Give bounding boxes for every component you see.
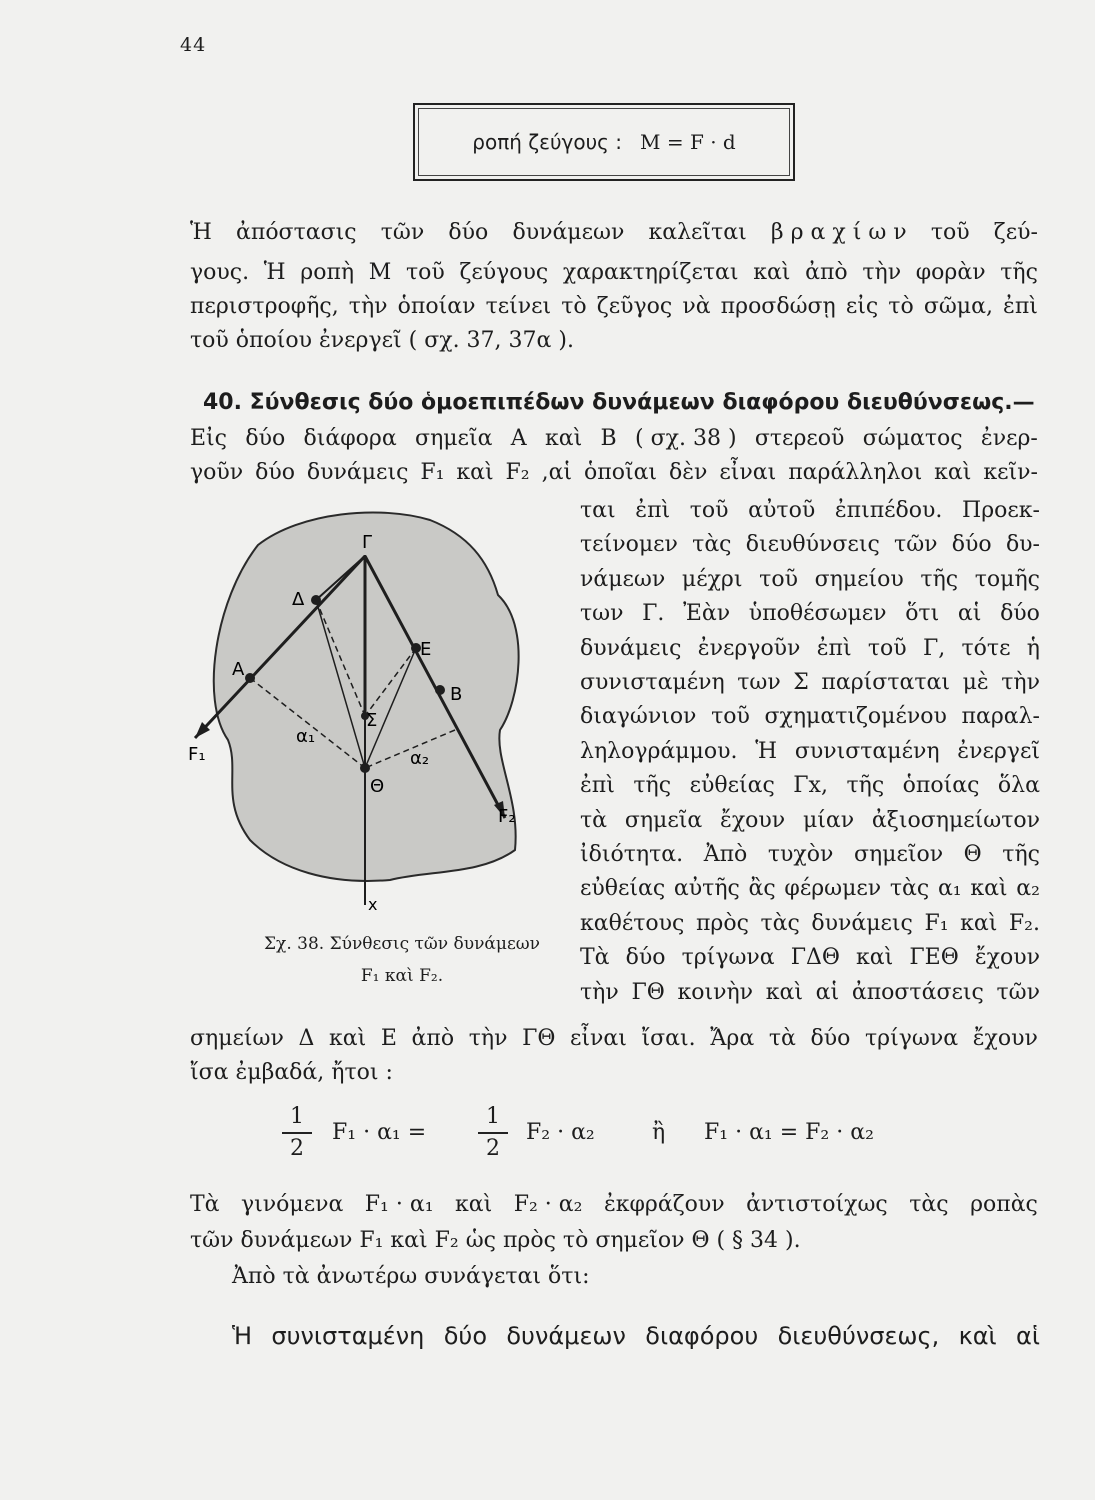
p3-line-2: ἴσα ἐμβαδά, ἤτοι :	[190, 1060, 393, 1085]
word: διαγώνιον	[580, 704, 697, 730]
word: ληλογράμμου.	[580, 738, 738, 764]
word: Γ.	[642, 601, 665, 627]
word: F₂	[505, 460, 530, 485]
word: M	[368, 260, 392, 285]
word: τυχὸν	[767, 842, 834, 867]
word: καὶ	[970, 876, 1008, 902]
word: καὶ	[753, 260, 791, 285]
word: προσδώσῃ	[720, 294, 836, 319]
word: αὐτῆς	[673, 876, 740, 902]
word: ἀπὸ	[411, 1026, 455, 1051]
label-gamma: Γ	[362, 532, 373, 553]
word: τὴν	[468, 1026, 508, 1051]
word: ἀποστάσεις	[851, 979, 984, 1005]
word: τομῆς	[974, 566, 1040, 592]
word: δυ-	[1005, 532, 1040, 558]
point-theta	[360, 763, 370, 773]
word: α₂	[1016, 876, 1040, 902]
word: ζεύ-	[993, 220, 1038, 245]
word: ΓΕΘ	[909, 945, 959, 971]
word: ἐπὶ	[1003, 294, 1038, 319]
word: ἴσαι.	[641, 1026, 696, 1051]
word: τοῦ	[689, 498, 729, 523]
word: Ἡ	[755, 738, 778, 764]
word: σώματος	[862, 426, 963, 451]
word: ἰδιότητα.	[580, 842, 684, 867]
fraction-1	[282, 1102, 312, 1164]
word: ἐνεργεῖ	[957, 738, 1040, 764]
word: δύο	[443, 1322, 488, 1350]
word: F₁	[420, 460, 445, 485]
word: Προεκ-	[962, 498, 1040, 523]
final-line	[232, 1322, 1040, 1350]
word: τρίγωνα	[865, 1026, 959, 1051]
word: εἶναι	[719, 460, 777, 485]
word: δυνάμεων	[512, 220, 625, 245]
word: καὶ	[455, 1192, 493, 1217]
word: καὶ	[544, 426, 583, 451]
word: σημείου	[814, 566, 904, 592]
label-f2: F₂	[498, 806, 516, 827]
word: δυνάμεις	[811, 910, 913, 936]
caption-line-2: F₁ καὶ F₂.	[360, 966, 444, 986]
word: δύο	[255, 460, 295, 485]
word: μέχρι	[681, 566, 743, 592]
word: ἂς	[748, 876, 776, 902]
p1-line-4: τοῦ ὁποίου ἐνεργεῖ ( σχ. 37, 37α ).	[190, 328, 574, 353]
word: ἡ	[1026, 635, 1040, 661]
word: δυνάμεις	[306, 460, 409, 485]
word: αἱ	[957, 601, 982, 627]
section-heading: 40. Σύνθεσις δύο ὁμοεπιπέδων δυνάμεων διαφόρου διευθύνσεως.—	[203, 390, 1035, 415]
word: καὶ	[856, 945, 894, 971]
word: ἐνεργοῦν	[697, 635, 801, 661]
word: εἰς	[845, 294, 879, 319]
equation-or: ἢ	[652, 1120, 666, 1145]
word: β ρ α χ ί ω ν	[770, 220, 907, 245]
word: παρίσταται	[821, 670, 950, 695]
word: διευθύνσεως,	[777, 1322, 940, 1350]
word: συνισταμένη	[794, 738, 940, 764]
word: τοῦ	[405, 260, 445, 285]
word: των	[580, 601, 624, 627]
fraction-1-denominator: 2	[290, 1136, 304, 1161]
fraction-2	[478, 1102, 508, 1164]
word: των	[737, 670, 781, 695]
word: δύο	[1000, 601, 1040, 627]
word: σημεῖον	[853, 842, 944, 867]
word: γοῦν	[190, 460, 244, 485]
word: δύο	[625, 945, 666, 971]
word: καλεῖται	[648, 220, 747, 245]
word: διάφορα	[303, 426, 397, 451]
word: ὅτι	[905, 601, 940, 627]
word: Ἄρα	[710, 1026, 755, 1051]
word: F₁ · α₁	[364, 1192, 434, 1217]
word: τὴν	[862, 260, 902, 285]
word: τείνει	[485, 294, 552, 319]
word: κοινὴν	[677, 979, 754, 1005]
word: Εἰς	[190, 426, 228, 451]
word: A	[510, 426, 527, 451]
p4-line-3: Ἀπὸ τὰ ἀνωτέρω συνάγεται ὅτι:	[232, 1264, 590, 1289]
word: πρὸς	[695, 910, 749, 936]
word: σχηματιζομένου	[764, 704, 947, 730]
word: ἐκφράζουν	[603, 1192, 725, 1217]
point-b	[435, 685, 445, 695]
word: φορὰν	[915, 260, 986, 285]
word: τῶν	[996, 979, 1040, 1005]
word: Σ	[793, 670, 809, 695]
word: ἐνερ-	[980, 426, 1038, 451]
label-f1: F₁	[188, 744, 206, 765]
word: ζεῦγος	[596, 294, 673, 319]
p4-line-2: τῶν δυνάμεων F₁ καὶ F₂ ὡς πρὸς τὸ σημεῖον Θ ( § 34 ).	[190, 1228, 801, 1253]
word: μίαν	[802, 807, 855, 833]
word: κεῖν-	[983, 460, 1038, 485]
word: χαρακτηρίζεται	[562, 260, 739, 285]
word: B	[600, 426, 617, 451]
word: φέρωμεν	[784, 876, 882, 902]
word: τῆς	[1002, 842, 1040, 867]
label-sigma: Σ	[366, 710, 378, 731]
word: εὐθείας	[689, 773, 775, 799]
equation-part-1: F₁ · α₁ =	[332, 1120, 427, 1145]
word: γινόμενα	[241, 1192, 344, 1217]
word: τὰ	[768, 1026, 796, 1051]
word: Ἡ	[263, 260, 286, 285]
word: δυνάμεων	[506, 1322, 626, 1350]
word: ἐπιπέδου.	[834, 498, 943, 523]
word: ται	[580, 498, 616, 523]
word: τοῦ	[867, 635, 907, 661]
fraction-2-denominator: 2	[486, 1136, 500, 1161]
word: διαφόρου	[645, 1322, 759, 1350]
word: σημεῖα	[415, 426, 493, 451]
word: Γ,	[922, 635, 946, 661]
word: Δ	[298, 1026, 315, 1051]
word: μὲ	[962, 670, 989, 695]
equation	[272, 1102, 972, 1172]
word: τῆς	[846, 773, 885, 799]
word: δύο	[951, 532, 992, 558]
word: ἀπόστασις	[236, 220, 357, 245]
word: E	[380, 1026, 397, 1051]
word: τὴν	[580, 979, 619, 1005]
word: F₂.	[1008, 910, 1040, 936]
word: ὅλα	[997, 773, 1040, 799]
word: τὸ	[888, 294, 914, 319]
label-a: Α	[232, 659, 245, 680]
word: ΓΔΘ	[790, 945, 840, 971]
label-x: x	[368, 895, 378, 914]
word: ἔχουν	[972, 1026, 1038, 1051]
word: ὁποῖαι	[584, 460, 658, 485]
word: Θ	[963, 842, 982, 867]
formula-label: ροπή ζεύγους :	[472, 130, 623, 154]
word: παράλληλοι	[788, 460, 923, 485]
word: Ἡ	[232, 1322, 253, 1350]
word: τὰ	[580, 807, 608, 833]
point-a	[245, 673, 255, 683]
word: αἱ	[1016, 1322, 1040, 1350]
word: ζεύγους	[459, 260, 549, 285]
word: γους.	[190, 260, 250, 285]
word: τοῦ	[930, 220, 970, 245]
word: καὶ	[934, 460, 972, 485]
word: τὴν	[348, 294, 388, 319]
word: τὰς	[760, 910, 800, 936]
word: αἱ	[815, 979, 840, 1005]
word: τοῦ	[759, 566, 798, 592]
word: ὁποίας	[902, 773, 980, 799]
word: καὶ	[960, 910, 998, 936]
word: καθέτους	[580, 910, 685, 936]
label-b: Β	[450, 684, 463, 705]
word: ἔχουν	[720, 807, 786, 833]
word: νάμεων	[580, 566, 666, 592]
label-epsilon: Ε	[420, 639, 432, 660]
word: εὐθείας	[580, 876, 666, 902]
word: Ἡ	[190, 220, 212, 245]
word: Γx,	[793, 773, 828, 799]
word: τὰς	[889, 876, 930, 902]
caption-line-1: Σχ. 38. Σύνθεσις τῶν δυνάμεων	[264, 934, 540, 954]
word: σῶμα,	[923, 294, 993, 319]
word: σημεῖα	[624, 807, 703, 833]
label-theta: Θ	[370, 776, 385, 797]
word: εἶναι	[570, 1026, 627, 1051]
word: τείνομεν	[580, 532, 678, 558]
equation-part-3: F₁ · α₁ = F₂ · α₂	[704, 1120, 874, 1145]
word: ( σχ. 38 )	[635, 426, 737, 451]
word: καὶ	[765, 979, 803, 1005]
word: συνισταμένη	[580, 670, 725, 695]
word: τὰς	[909, 1192, 949, 1217]
word: Τὰ	[580, 945, 610, 971]
word: F₁	[924, 910, 949, 936]
word: ἐπὶ	[580, 773, 615, 799]
word: ἐπὶ	[635, 498, 671, 523]
word: ἀπὸ	[805, 260, 848, 285]
word: τῆς	[920, 566, 959, 592]
word: ἀντιστοίχως	[746, 1192, 888, 1217]
word: τὰς	[692, 532, 732, 558]
fraction-2-numerator: 1	[478, 1102, 508, 1134]
point-delta	[311, 595, 321, 605]
label-a2: α₂	[410, 748, 430, 769]
word: ὑποθέσωμεν	[748, 601, 887, 627]
word: τῆς	[633, 773, 672, 799]
formula: M = F · d	[640, 130, 736, 154]
word: τῶν	[894, 532, 938, 558]
page-number: 44	[180, 34, 207, 56]
word: ,αἱ	[541, 460, 573, 485]
word: συνισταμένη	[271, 1322, 425, 1350]
word: καὶ	[958, 1322, 997, 1350]
word: τοῦ	[711, 704, 750, 730]
word: F₂ · α₂	[513, 1192, 583, 1217]
word: τῆς	[1000, 260, 1038, 285]
equation-part-2: F₂ · α₂	[526, 1120, 595, 1145]
word: ἔχουν	[974, 945, 1040, 971]
word: σημείων	[190, 1026, 284, 1051]
word: καὶ	[456, 460, 494, 485]
p4-line-1	[190, 1190, 1038, 1220]
word: δυνάμεις	[580, 635, 682, 661]
p3-line-1	[190, 1024, 1038, 1054]
word: τῶν	[380, 220, 425, 245]
word: δύο	[448, 220, 489, 245]
word: διευθύνσεις	[745, 532, 880, 558]
word: ἀξιοσημείωτον	[871, 807, 1040, 833]
word: ὁποίαν	[397, 294, 476, 319]
word: δύο	[810, 1026, 851, 1051]
figure-caption	[252, 928, 552, 992]
word: Τὰ	[190, 1192, 220, 1217]
word: τότε	[961, 635, 1011, 661]
fraction-1-numerator: 1	[282, 1102, 312, 1134]
word: περιστροφῆς,	[190, 294, 339, 319]
word: καὶ	[328, 1026, 367, 1051]
word: ροπὰς	[970, 1192, 1038, 1217]
word: τρίγωνα	[681, 945, 775, 971]
word: τὸ	[561, 294, 587, 319]
word: ροπὴ	[300, 260, 355, 285]
word: παραλ-	[961, 704, 1040, 730]
word: δύο	[245, 426, 286, 451]
word: Ἀπὸ	[703, 842, 748, 867]
word: αὐτοῦ	[748, 498, 816, 523]
label-a1: α₁	[296, 726, 316, 747]
word: Ἐὰν	[683, 601, 731, 627]
word: ΓΘ	[522, 1026, 556, 1051]
word: ΓΘ	[631, 979, 665, 1005]
word: ἐπὶ	[816, 635, 852, 661]
word: τὴν	[1001, 670, 1040, 695]
word: δὲν	[669, 460, 708, 485]
label-delta: Δ	[292, 589, 305, 610]
word: α₁	[937, 876, 962, 902]
word: νὰ	[682, 294, 711, 319]
word: στερεοῦ	[754, 426, 845, 451]
